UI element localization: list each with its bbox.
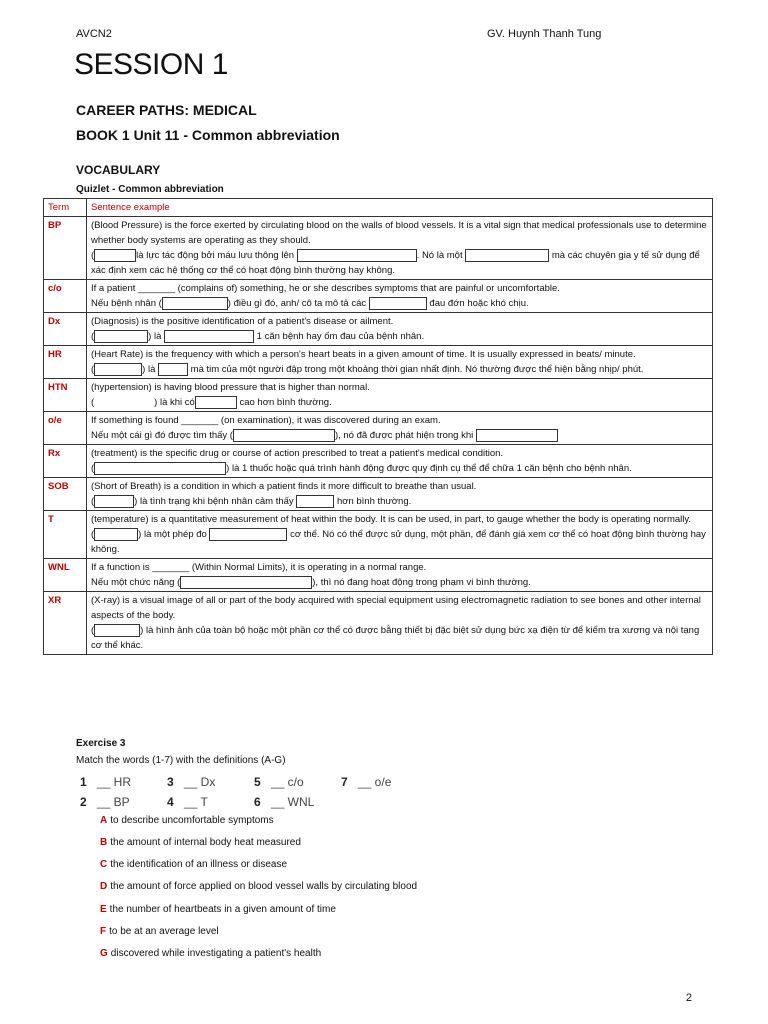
example-cell (87, 478, 713, 511)
example-english: If something is found _______ (on examination), it was discovered during an exam. (91, 415, 441, 426)
answer-blank[interactable] (94, 462, 226, 475)
table-row (44, 478, 713, 511)
example-cell (87, 217, 713, 280)
example-english: (Heart Rate) is the frequency with which a person's heart beats in a given amount of time. It is usually expressed in beats/ minute. (91, 349, 636, 360)
term-cell: Dx (44, 313, 87, 346)
page-number: 2 (685, 992, 692, 1004)
item-blank[interactable]: __ T (184, 795, 208, 809)
item-number: 2 (80, 795, 87, 809)
answer-blank[interactable] (209, 528, 287, 541)
example-english: (temperature) is a quantitative measurement of heat within the body. It is can be used, in part, to gauge whether the body is operating normally. (91, 514, 692, 525)
example-vietnamese: ( ) là khi có cao hơn bình thường. (91, 397, 332, 408)
header-teacher: GV. Huynh Thanh Tung (487, 28, 602, 40)
term-cell: c/o (44, 280, 87, 313)
term-cell: BP (44, 217, 87, 280)
answer-blank[interactable] (158, 363, 188, 376)
answer-blank[interactable] (180, 576, 312, 589)
example-cell (87, 313, 713, 346)
answer-blank[interactable] (297, 249, 417, 262)
definition-item: B the amount of internal body heat measured (100, 837, 301, 848)
item-number: 1 (80, 775, 87, 789)
term-cell: WNL (44, 559, 87, 592)
table-row (44, 280, 713, 313)
table-row (44, 217, 713, 280)
item-blank[interactable]: __ HR (97, 775, 132, 789)
example-cell (87, 445, 713, 478)
answer-blank[interactable] (476, 429, 558, 442)
definition-item: G discovered while investigating a patient's health (100, 948, 322, 959)
table-row (44, 346, 713, 379)
term-cell: HR (44, 346, 87, 379)
career-title: CAREER PATHS: MEDICAL (76, 102, 257, 118)
example-cell (87, 412, 713, 445)
header-course: AVCN2 (76, 28, 112, 40)
item-blank[interactable]: __ WNL (271, 795, 315, 809)
example-english: (Diagnosis) is the positive identification of a patient's disease or ailment. (91, 316, 394, 327)
answer-blank[interactable] (94, 249, 136, 262)
example-vietnamese: ( là lực tác động bởi máu lưu thông lên . Nó là một mà các chuyên gia y tế sử dụng để xác định xem các hệ thống cơ thể có hoạt động bình thường hay không. (91, 250, 700, 276)
answer-blank[interactable] (162, 297, 228, 310)
definition-item: A to describe uncomfortable symptoms (100, 815, 274, 826)
example-cell (87, 346, 713, 379)
example-english: (Blood Pressure) is the force exerted by circulating blood on the walls of blood vessels. It is a vital sign that medical professionals use to determine whether body systems are operating as they should. (91, 220, 707, 246)
example-english: (Short of Breath) is a condition in which a patient finds it more difficult to breathe than usual. (91, 481, 477, 492)
item-number: 3 (167, 775, 174, 789)
table-row (44, 592, 713, 655)
example-vietnamese: ( ) là 1 căn bệnh hay ốm đau của bệnh nhân. (91, 331, 425, 342)
answer-blank[interactable] (94, 495, 134, 508)
item-number: 6 (254, 795, 261, 809)
answer-blank[interactable] (164, 330, 254, 343)
answer-blank[interactable] (296, 495, 334, 508)
item-number: 7 (341, 775, 348, 789)
term-cell: o/e (44, 412, 87, 445)
definition-item: C the identification of an illness or disease (100, 859, 288, 870)
example-english: If a function is _______ (Within Normal Limits), it is operating in a normal range. (91, 562, 427, 573)
vocabulary-table (43, 198, 713, 655)
example-vietnamese: Nếu một cái gì đó được tìm thấy ( ), nó đã được phát hiện trong khi (91, 428, 708, 443)
item-number: 4 (167, 795, 174, 809)
example-english: If a patient _______ (complains of) something, he or she describes symptoms that are painful or uncomfortable. (91, 283, 560, 294)
example-english: (hypertension) is having blood pressure that is higher than normal. (91, 382, 370, 393)
term-cell: HTN (44, 379, 87, 412)
answer-blank[interactable] (195, 396, 237, 409)
example-cell (87, 379, 713, 412)
example-vietnamese: Nếu bệnh nhân ( ) điều gì đó, anh/ cô ta mô tả các đau đớn hoặc khó chịu. (91, 298, 529, 309)
table-row (44, 511, 713, 559)
term-cell: SOB (44, 478, 87, 511)
table-row (44, 379, 713, 412)
item-blank[interactable]: __ c/o (271, 775, 304, 789)
example-vietnamese: ( ) là hình ảnh của toàn bộ hoặc một phần cơ thể có được bằng thiết bị đặc biệt sử dụng bức xạ điện từ để kiểm tra xương và nội tạng cơ thể khác. (91, 625, 700, 651)
example-english: (treatment) is the specific drug or course of action prescribed to treat a patient's medical condition. (91, 448, 504, 459)
example-cell (87, 280, 713, 313)
book-title: BOOK 1 Unit 11 - Common abbreviation (76, 127, 340, 143)
answer-blank[interactable] (94, 528, 138, 541)
answer-blank[interactable] (94, 363, 142, 376)
answer-blank[interactable] (233, 429, 335, 442)
answer-blank[interactable] (369, 297, 427, 310)
example-vietnamese: ( ) là mà tim của một người đập trong một khoảng thời gian nhất định. Nó thường được thể hiện bằng nhịp/ phút. (91, 364, 644, 375)
definition-item: E the number of heartbeats in a given amount of time (100, 904, 336, 915)
term-cell: T (44, 511, 87, 559)
column-header-example: Sentence example (87, 199, 713, 217)
definition-item: F to be at an average level (100, 926, 219, 937)
answer-blank[interactable] (465, 249, 549, 262)
definition-item: D the amount of force applied on blood vessel walls by circulating blood (100, 881, 418, 892)
term-cell: Rx (44, 445, 87, 478)
example-cell (87, 559, 713, 592)
session-title: SESSION 1 (74, 48, 228, 81)
item-blank[interactable]: __ o/e (358, 775, 392, 789)
table-row (44, 412, 713, 445)
answer-blank[interactable] (94, 624, 140, 637)
table-row (44, 313, 713, 346)
exercise-title: Exercise 3 (76, 738, 126, 749)
example-vietnamese: ( ) là 1 thuốc hoặc quá trình hành động được quy định cụ thể để chữa 1 căn bệnh cho bệnh nhân. (91, 463, 632, 474)
table-row (44, 559, 713, 592)
example-cell (87, 511, 713, 559)
example-vietnamese: ( ) là một phép đo cơ thể. Nó có thể được sử dụng, một phần, để đánh giá xem cơ thể có hoạt động bình thường hay không. (91, 529, 706, 555)
item-blank[interactable]: __ BP (97, 795, 130, 809)
item-blank[interactable]: __ Dx (184, 775, 216, 789)
example-cell (87, 592, 713, 655)
term-cell: XR (44, 592, 87, 655)
example-vietnamese: ( ) là tình trạng khi bệnh nhân cảm thấy hơn bình thường. (91, 496, 412, 507)
quizlet-heading: Quizlet - Common abbreviation (76, 184, 224, 195)
answer-blank[interactable] (94, 330, 148, 343)
example-vietnamese: Nếu một chức năng ( ), thì nó đang hoạt động trong phạm vi bình thường. (91, 577, 531, 588)
vocabulary-heading: VOCABULARY (76, 163, 161, 177)
table-header-row (44, 199, 713, 217)
exercise-instruction: Match the words (1-7) with the definitions (A-G) (76, 755, 286, 766)
example-english: (X-ray) is a visual image of all or part of the body acquired with special equipment using electromagnetic radiation to see bones and other internal aspects of the body. (91, 595, 701, 621)
item-number: 5 (254, 775, 261, 789)
table-row (44, 445, 713, 478)
column-header-term: Term (44, 199, 87, 217)
